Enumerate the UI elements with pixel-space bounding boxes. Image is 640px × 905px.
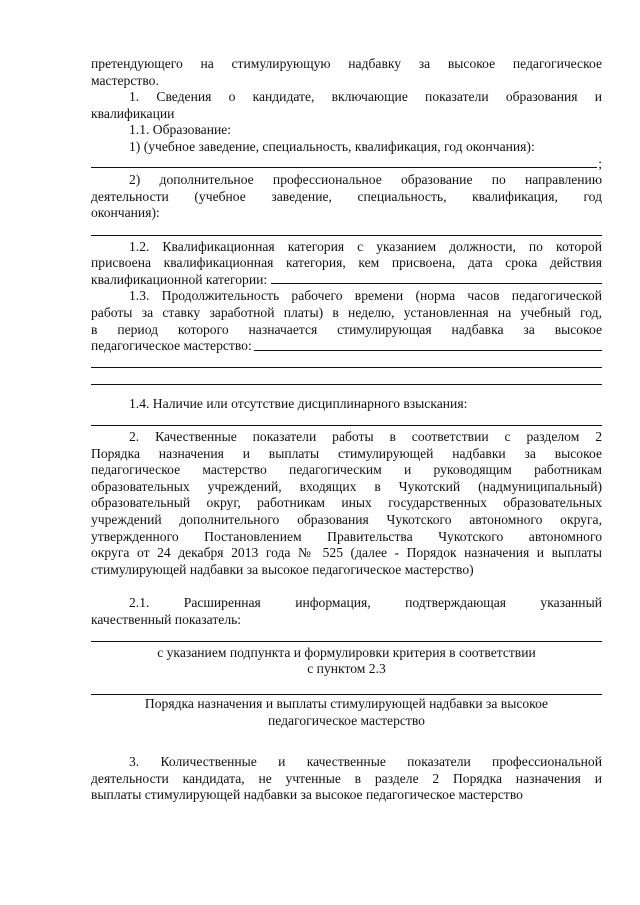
caption-line: педагогическое мастерство [268,712,425,728]
subsection-2-1-heading: 2.1. Расширенная информация, подтверждающая указанный [129,595,602,610]
text-line: деятельности (учебное заведение, специальность, квалификация, год [91,188,602,204]
text-line: округа от 24 декабря 2013 года № 525 (далее - Порядок назначения и выплаты [91,545,602,561]
subsection-1-3-heading: 1.3. Продолжительность рабочего времени (норма часов педагогической [129,288,602,304]
text-line: квалификации [91,105,175,121]
blank-rule [91,167,597,168]
category-blank[interactable] [271,283,602,284]
working-time-blank-2[interactable] [91,355,602,372]
education-blank-line[interactable] [91,156,602,173]
text-line: деятельности кандидата, не учтенные в разделе 2 Порядка назначения и [91,770,602,786]
text-line: выплаты стимулирующей надбавки за высокое педагогическое мастерство [91,787,523,803]
text-line: мастерство. [91,72,159,88]
text-line: окончания): [91,205,160,221]
blank-rule [91,425,602,426]
working-time-blank-3[interactable] [91,371,602,388]
additional-education-blank[interactable] [91,222,602,239]
text-line: педагогическое мастерство педагогическим и руководящим работникам [91,462,602,478]
text-line: стимулирующей надбавки за высокое педагогическое мастерство) [91,561,474,577]
text-line: квалификационной категории: [91,271,268,287]
section-3-heading: 3. Количественные и качественные показатели профессиональной [129,754,602,770]
disciplinary-blank[interactable] [91,412,602,429]
text-line: 1) (учебное заведение, специальность, квалификация, год окончания): [129,138,535,154]
text-line: в период которого назначается стимулирующая надбавка за высокое [91,321,602,337]
working-time-blank[interactable] [254,350,602,351]
category-line [91,272,602,289]
text-line: образовательный округ, работникам иных государственных образовательных [91,495,602,511]
blank-rule [91,384,602,385]
blank-rule [91,235,602,236]
section-1-heading: 1. Сведения о кандидате, включающие показатели образования и [129,89,602,105]
text-line: работы за ставку заработной платы) в неделю, установленная на учебный год, [91,304,602,320]
text-line: учреждений дополнительного образования Чукотского автономного округа, [91,512,602,528]
criteria-blank[interactable] [91,678,602,696]
caption-line: Порядка назначения и выплаты стимулирующей надбавки за высокое [144,695,549,711]
blank-rule [91,367,602,368]
extended-info-blank[interactable] [91,628,602,645]
subsection-1-4-heading: 1.4. Наличие или отсутствие дисциплинарного взыскания: [129,395,468,411]
subsection-1-1-heading: 1.1. Образование: [129,122,232,138]
text-line: присвоена квалификационная категория, кем присвоена, дата срока действия [91,255,602,271]
text-line: образовательных учреждений, входящих в Чукотский (надмуниципальный) [91,478,602,494]
blank-rule [91,641,602,642]
text-line: Порядка назначения и выплаты стимулирующей надбавки за высокое [91,445,602,461]
subsection-1-2-heading: 1.2. Квалификационная категория с указанием должности, по которой [129,238,602,254]
caption-line: с пунктом 2.3 [307,661,386,677]
working-time-line [91,338,602,355]
text-line: педагогическое мастерство: [91,338,252,354]
text-line: утвержденного Постановлением Правительства Чукотского автономного [91,528,602,544]
text-line: качественный показатель: [91,611,242,627]
semicolon: ; [598,156,602,172]
blank-rule [91,694,602,695]
section-2-heading: 2. Качественные показатели работы в соответствии с разделом 2 [129,429,602,445]
document-body [91,56,602,804]
text-line: 2) дополнительное профессиональное образование по направлению [129,172,602,188]
text-line: претендующего на стимулирующую надбавку за высокое педагогическое [91,56,602,71]
caption-line: с указанием подпункта и формулировки критерия в соответствии [157,644,536,660]
